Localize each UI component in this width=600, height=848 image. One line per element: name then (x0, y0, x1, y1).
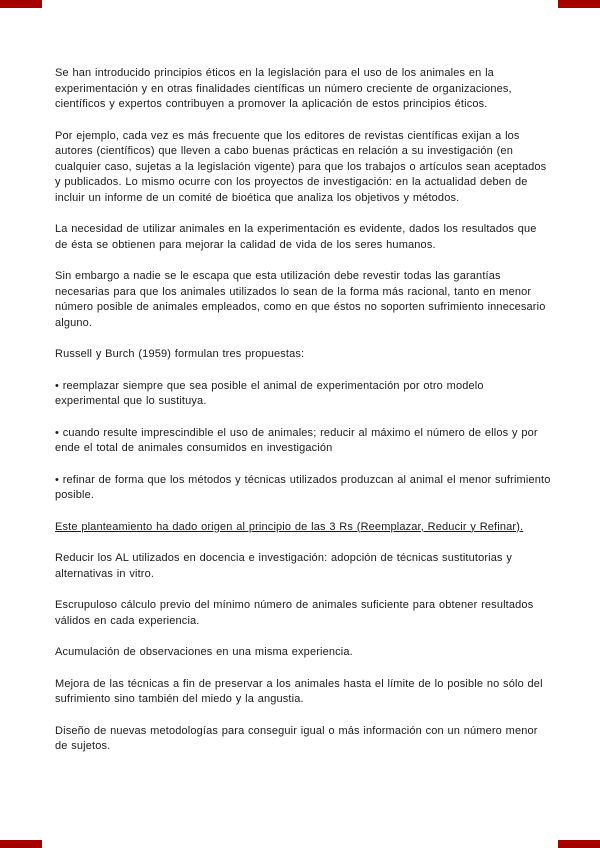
corner-mark-bottom-left (0, 840, 42, 848)
paragraph-necesidad: La necesidad de utilizar animales en la experimentación es evidente, dados los resultados que de ésta se obtienen para mejorar la calidad de vida de los seres humanos. (55, 223, 537, 251)
paragraph-mejora: Mejora de las técnicas a fin de preservar a los animales hasta el límite de lo posible no sólo del sufrimiento sino también del miedo y la angustia. (55, 677, 543, 705)
paragraph-calculo: Escrupuloso cálculo previo del mínimo número de animales suficiente para obtener resultados válidos en cada experiencia. (55, 599, 534, 627)
bullet-item-refinar: • refinar de forma que los métodos y técnicas utilizados produzcan al animal el menor sufrimiento posible. (55, 473, 551, 501)
paragraph-intro: Se han introducido principios éticos en la legislación para el uso de los animales en la experimentación y en otras finalidades científicas un número creciente de organizaciones, científicos y expertos contribuyen a promover la aplicación de estos principios éticos. (55, 67, 512, 110)
corner-mark-top-right (558, 0, 600, 8)
bullet-item-reducir: • cuando resulte imprescindible el uso de animales; reducir al máximo el número de ellos y por ende el total de animales consumidos en investigación (55, 426, 538, 454)
corner-mark-bottom-right (558, 840, 600, 848)
paragraph-diseno: Diseño de nuevas metodologías para conseguir igual o más información con un número menor de sujetos. (55, 724, 538, 752)
corner-mark-top-left (0, 0, 42, 8)
bullet-item-reemplazar: • reemplazar siempre que sea posible el animal de experimentación por otro modelo experimental que lo sustituya. (55, 379, 484, 407)
paragraph-russell-burch: Russell y Burch (1959) formulan tres propuestas: (55, 348, 305, 360)
underlined-statement-3rs: Este planteamiento ha dado origen al principio de las 3 Rs (Reemplazar, Reducir y Refinar). (55, 520, 524, 533)
paragraph-reducir-al: Reducir los AL utilizados en docencia e investigación: adopción de técnicas sustitutorias y alternativas in vitro. (55, 552, 513, 580)
paragraph-editores: Por ejemplo, cada vez es más frecuente que los editores de revistas científicas exijan a los autores (científicos) que lleven a cabo buenas prácticas en relación a su investigación (en cualquier caso, sujetas a la legislación vigente) para que los trabajos o artículos sean aceptados y publicados. Lo mismo ocurre con los proyectos de investigación: en la actualidad deben de incluir un informe de un comité de bioética que analiza los objetivos y métodos. (55, 129, 547, 204)
paragraph-acumulacion: Acumulación de observaciones en una misma experiencia. (55, 646, 353, 658)
paragraph-garantias: Sin embargo a nadie se le escapa que esta utilización debe revestir todas las garantías necesarias para que los animales utilizados lo sean de la forma más racional, tanto en menor número posible de animales empleados, como en que éstos no soporten sufrimiento innecesario alguno. (55, 270, 546, 329)
